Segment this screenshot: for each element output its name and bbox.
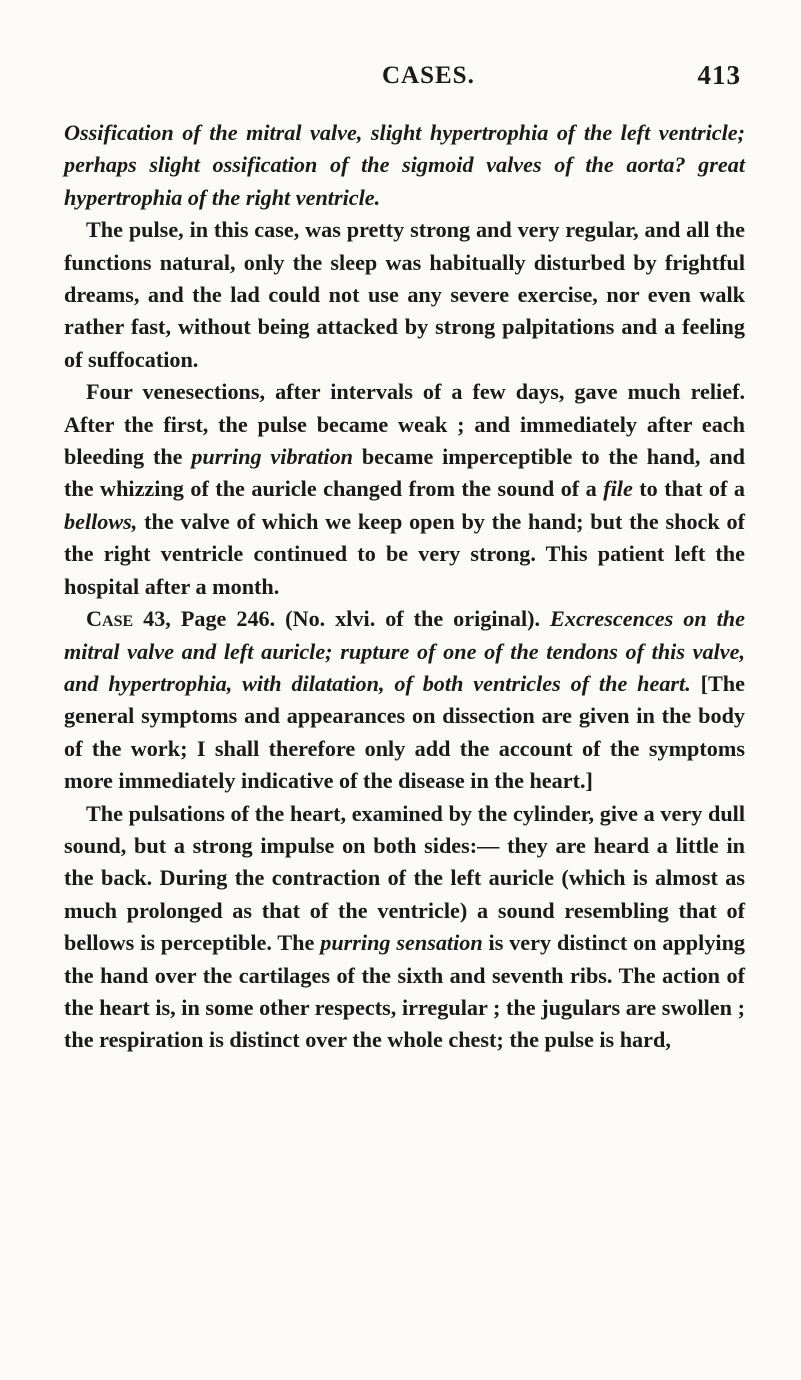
paragraph-text: to that of a <box>632 476 745 502</box>
paragraph-text: the valve of which we keep open by the hand; but the shock of the right ventricle continued to be very strong. This patient left the hospital after a month. <box>64 508 745 599</box>
italic-term: file <box>603 476 633 502</box>
paragraph-text: Four venesections, after intervals of a few days, gave much relief. After the first, the pulse became weak ; and immediately after each bleeding the <box>64 379 745 470</box>
paragraph-text: became imperceptible to the hand, and the whizzing of the auricle changed from the sound of a <box>64 444 746 502</box>
paragraph-case-43 <box>64 603 745 797</box>
case-title: Excrescences on the mitral valve and left auricle; rupture of one of the tendons of this valve, and hypertrophia, with dilatation, of both ventricles of the heart. <box>64 606 745 696</box>
case-heading-text: Ossification of the mitral valve, slight hypertrophia of the left ventricle; perhaps slight ossification of the sigmoid valves of the aorta? great hypertrophia of the right ventricle. <box>64 120 745 210</box>
paragraph-text: is very distinct on applying the hand over the cartilages of the sixth and seventh ribs. The action of the heart is, in some other respects, irregular ; the jugulars are swollen ; the respiration is distinct over the whole chest; the pulse is hard, <box>64 930 746 1053</box>
running-title: CASES. <box>382 62 475 89</box>
paragraph-text: [The general symptoms and appearances on dissection are given in the body of the work; I shall therefore only add the account of the symptoms more immediately indicative of the disease in the heart.] <box>64 670 745 794</box>
body-text <box>64 117 745 1057</box>
paragraph-pulse <box>64 214 745 376</box>
running-head <box>64 62 745 96</box>
case-label: Case <box>86 606 134 632</box>
case-heading-paragraph <box>64 117 745 214</box>
italic-term: purring sensation <box>320 930 483 956</box>
page-number: 413 <box>697 60 741 90</box>
case-reference: 43, Page 246. (No. xlvi. of the original). <box>133 606 551 632</box>
paragraph-venesections <box>64 376 745 603</box>
paragraph-pulsations <box>64 798 745 1057</box>
italic-term: purring vibration <box>191 444 354 470</box>
italic-term: bellows, <box>64 508 138 534</box>
paragraph-text: The pulse, in this case, was pretty strong and very regular, and all the functions natural, only the sleep was habitually disturbed by frightful dreams, and the lad could not use any severe exercise, nor even walk rather fast, without being attacked by strong palpitations and a feeling of suffocation. <box>64 217 745 372</box>
paragraph-text: The pulsations of the heart, examined by the cylinder, give a very dull sound, but a strong impulse on both sides:— they are heard a little in the back. During the contraction of the left auricle (which is almost as much prolonged as that of the ventricle) a sound resembling that of bellows is perceptible. The <box>64 800 745 956</box>
